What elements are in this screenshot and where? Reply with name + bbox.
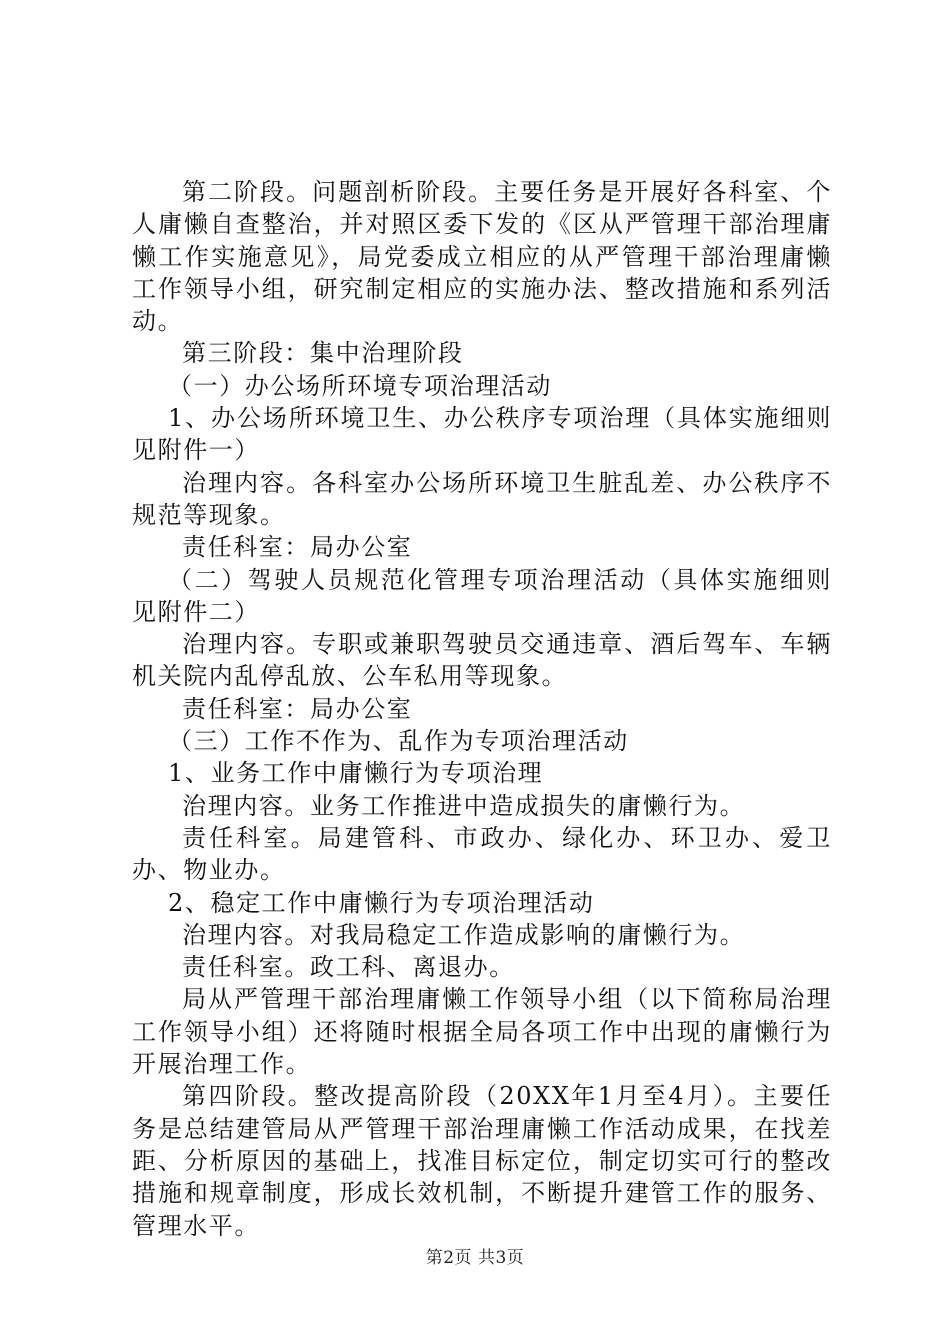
paragraph-section-three-heading: （三）工作不作为、乱作为专项治理活动 — [168, 727, 629, 756]
paragraph-stage-three-heading: 第三阶段：集中治理阶段 — [182, 339, 464, 368]
paragraph-section-one-heading: （一）办公场所环境专项治理活动 — [168, 371, 552, 400]
paragraph-responsible-stability: 责任科室。政工科、离退办。 — [182, 953, 515, 982]
paragraph-stage-two: 第二阶段。问题剖析阶段。主要任务是开展好各科室、个人庸懒自查整治，并对照区委下发的《区从严管理干部治理庸懒工作实施意见》，局党委成立相应的从严管理干部治理庸懒工作领导小组，研究制定相应的实施办法、整改措施和系列活动。 — [132, 178, 832, 336]
paragraph-section-two-heading: （二）驾驶人员规范化管理专项治理活动（具体实施细则见附件二） — [132, 565, 832, 626]
paragraph-stage-four: 第四阶段。整改提高阶段（20XX年1月至4月）。主要任务是总结建管局从严管理干部治理庸懒工作活动成果，在找差距、分析原因的基础上，找准目标定位，制定切实可行的整改措施和规章制度，形成长效机制，不断提升建管工作的服务、管理水平。 — [132, 1082, 832, 1240]
page-number-footer: 第2页 共3页 — [425, 1248, 525, 1268]
paragraph-leading-group: 局从严管理干部治理庸懒工作领导小组（以下简称局治理工作领导小组）还将随时根据全局各项工作中出现的庸懒行为开展治理工作。 — [132, 985, 832, 1079]
paragraph-item-business-work: 1、业务工作中庸懒行为专项治理 — [168, 759, 544, 788]
paragraph-content-office: 治理内容。各科室办公场所环境卫生脏乱差、办公秩序不规范等现象。 — [132, 468, 832, 529]
paragraph-item-stability-work: 2、稳定工作中庸懒行为专项治理活动 — [168, 888, 595, 917]
paragraph-content-drivers: 治理内容。专职或兼职驾驶员交通违章、酒后驾车、车辆机关院内乱停乱放、公车私用等现象。 — [132, 630, 832, 691]
paragraph-content-business: 治理内容。业务工作推进中造成损失的庸懒行为。 — [182, 791, 746, 820]
paragraph-item-office-environment: 1、办公场所环境卫生、办公秩序专项治理（具体实施细则见附件一） — [132, 404, 832, 465]
paragraph-responsible-business: 责任科室。局建管科、市政办、绿化办、环卫办、爱卫办、物业办。 — [132, 823, 832, 885]
document-body — [132, 176, 832, 1242]
paragraph-responsible-office-2: 责任科室：局办公室 — [182, 694, 413, 723]
paragraph-content-stability: 治理内容。对我局稳定工作造成影响的庸懒行为。 — [182, 920, 746, 949]
paragraph-responsible-office-1: 责任科室：局办公室 — [182, 533, 413, 562]
